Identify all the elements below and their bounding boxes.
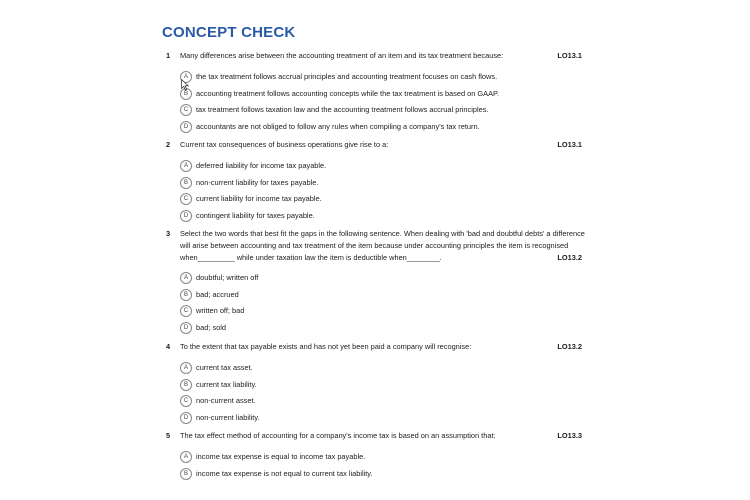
option-letter-circle[interactable]: B — [180, 289, 192, 301]
learning-objective: LO13.1 — [557, 51, 582, 60]
option-letter-circle[interactable]: A — [180, 272, 192, 284]
option-text: deferred liability for income tax payable. — [196, 161, 327, 170]
option-b[interactable] — [160, 177, 590, 194]
option-text: bad; sold — [196, 322, 226, 332]
option-text: the tax treatment follows accrual principles and accounting treatment focuses on cash flows. — [196, 72, 498, 81]
option-text: accounting treatment follows accounting concepts while the tax treatment is based on GAAP. — [196, 88, 500, 98]
question-text: Current tax consequences of business operations give rise to a: — [180, 140, 389, 149]
option-a[interactable] — [160, 160, 590, 177]
option-b[interactable] — [160, 88, 590, 105]
question-4 — [160, 341, 590, 428]
option-text: income tax expense is not equal to current tax liability. — [196, 468, 373, 478]
option-letter-circle[interactable]: D — [180, 322, 192, 334]
option-a[interactable] — [160, 71, 590, 88]
option-letter-circle[interactable]: D — [180, 121, 192, 133]
option-letter-circle[interactable]: B — [180, 177, 192, 189]
option-letter-circle[interactable]: A — [180, 71, 192, 83]
option-c[interactable] — [160, 395, 590, 412]
option-letter-circle[interactable]: A — [180, 451, 192, 463]
question-header — [160, 50, 590, 62]
option-text: non-current asset. — [196, 396, 256, 405]
option-letter-circle[interactable]: D — [180, 412, 192, 424]
options-list — [160, 362, 590, 428]
question-number: 4 — [166, 342, 171, 351]
option-letter-circle[interactable]: A — [180, 362, 192, 374]
option-text: non-current liability. — [196, 412, 260, 422]
option-text: tax treatment follows taxation law and the accounting treatment follows accrual principles. — [196, 105, 489, 114]
mouse-pointer-icon — [181, 79, 189, 91]
option-letter-circle[interactable]: C — [180, 104, 192, 116]
options-list — [160, 451, 590, 484]
question-text: Select the two words that best fit the gaps in the following sentence. When dealing with 'bad and doubtful debts' a difference will arise between accounting and tax treatment of the item because under accounting principles the item is recognised when_________ while under taxation law the item is deductible when________. — [180, 229, 585, 262]
option-b[interactable] — [160, 468, 590, 485]
learning-objective: LO13.2 — [557, 342, 582, 351]
option-letter-circle[interactable]: C — [180, 193, 192, 205]
question-text: To the extent that tax payable exists and has not yet been paid a company will recognise: — [180, 342, 472, 351]
option-letter-circle[interactable]: B — [180, 379, 192, 391]
option-d[interactable] — [160, 210, 590, 227]
option-letter-circle[interactable]: C — [180, 395, 192, 407]
option-c[interactable] — [160, 104, 590, 121]
option-c[interactable] — [160, 193, 590, 210]
question-number: 2 — [166, 140, 171, 149]
option-text: written off; bad — [196, 306, 245, 315]
option-text: income tax expense is equal to income tax payable. — [196, 452, 366, 461]
question-text: Many differences arise between the accounting treatment of an item and its tax treatment because: — [180, 51, 504, 60]
question-number: 3 — [166, 229, 171, 238]
question-5 — [160, 430, 590, 484]
question-number: 5 — [166, 431, 171, 440]
question-1 — [160, 50, 590, 137]
option-b[interactable] — [160, 289, 590, 306]
option-a[interactable] — [160, 451, 590, 468]
option-text: bad; accrued — [196, 289, 239, 299]
page-title: CONCEPT CHECK — [162, 24, 296, 41]
question-2 — [160, 139, 590, 226]
question-3 — [160, 228, 590, 338]
learning-objective: LO13.2 — [557, 253, 582, 262]
learning-objective: LO13.3 — [557, 431, 582, 440]
question-text: The tax effect method of accounting for a company's income tax is based on an assumption that: — [180, 431, 496, 440]
options-list — [160, 272, 590, 338]
option-text: current tax asset. — [196, 363, 253, 372]
option-d[interactable] — [160, 412, 590, 429]
question-header — [160, 341, 590, 353]
option-a[interactable] — [160, 272, 590, 289]
option-text: accountants are not obliged to follow any rules when compiling a company's tax return. — [196, 121, 480, 131]
option-letter-circle[interactable]: B — [180, 88, 192, 100]
option-letter-circle[interactable]: C — [180, 305, 192, 317]
question-number: 1 — [166, 51, 171, 60]
option-text: non-current liability for taxes payable. — [196, 177, 319, 187]
option-b[interactable] — [160, 379, 590, 396]
option-d[interactable] — [160, 322, 590, 339]
question-header — [160, 430, 590, 442]
option-letter-circle[interactable]: A — [180, 160, 192, 172]
options-list — [160, 160, 590, 226]
option-c[interactable] — [160, 305, 590, 322]
learning-objective: LO13.1 — [557, 140, 582, 149]
option-d[interactable] — [160, 121, 590, 138]
option-text: contingent liability for taxes payable. — [196, 210, 315, 220]
option-letter-circle[interactable]: B — [180, 468, 192, 480]
option-text: doubtful; written off — [196, 273, 259, 282]
option-text: current tax liability. — [196, 379, 257, 389]
question-header — [160, 228, 590, 264]
option-a[interactable] — [160, 362, 590, 379]
option-letter-circle[interactable]: D — [180, 210, 192, 222]
question-header — [160, 139, 590, 151]
option-text: current liability for income tax payable. — [196, 194, 322, 203]
options-list — [160, 71, 590, 137]
